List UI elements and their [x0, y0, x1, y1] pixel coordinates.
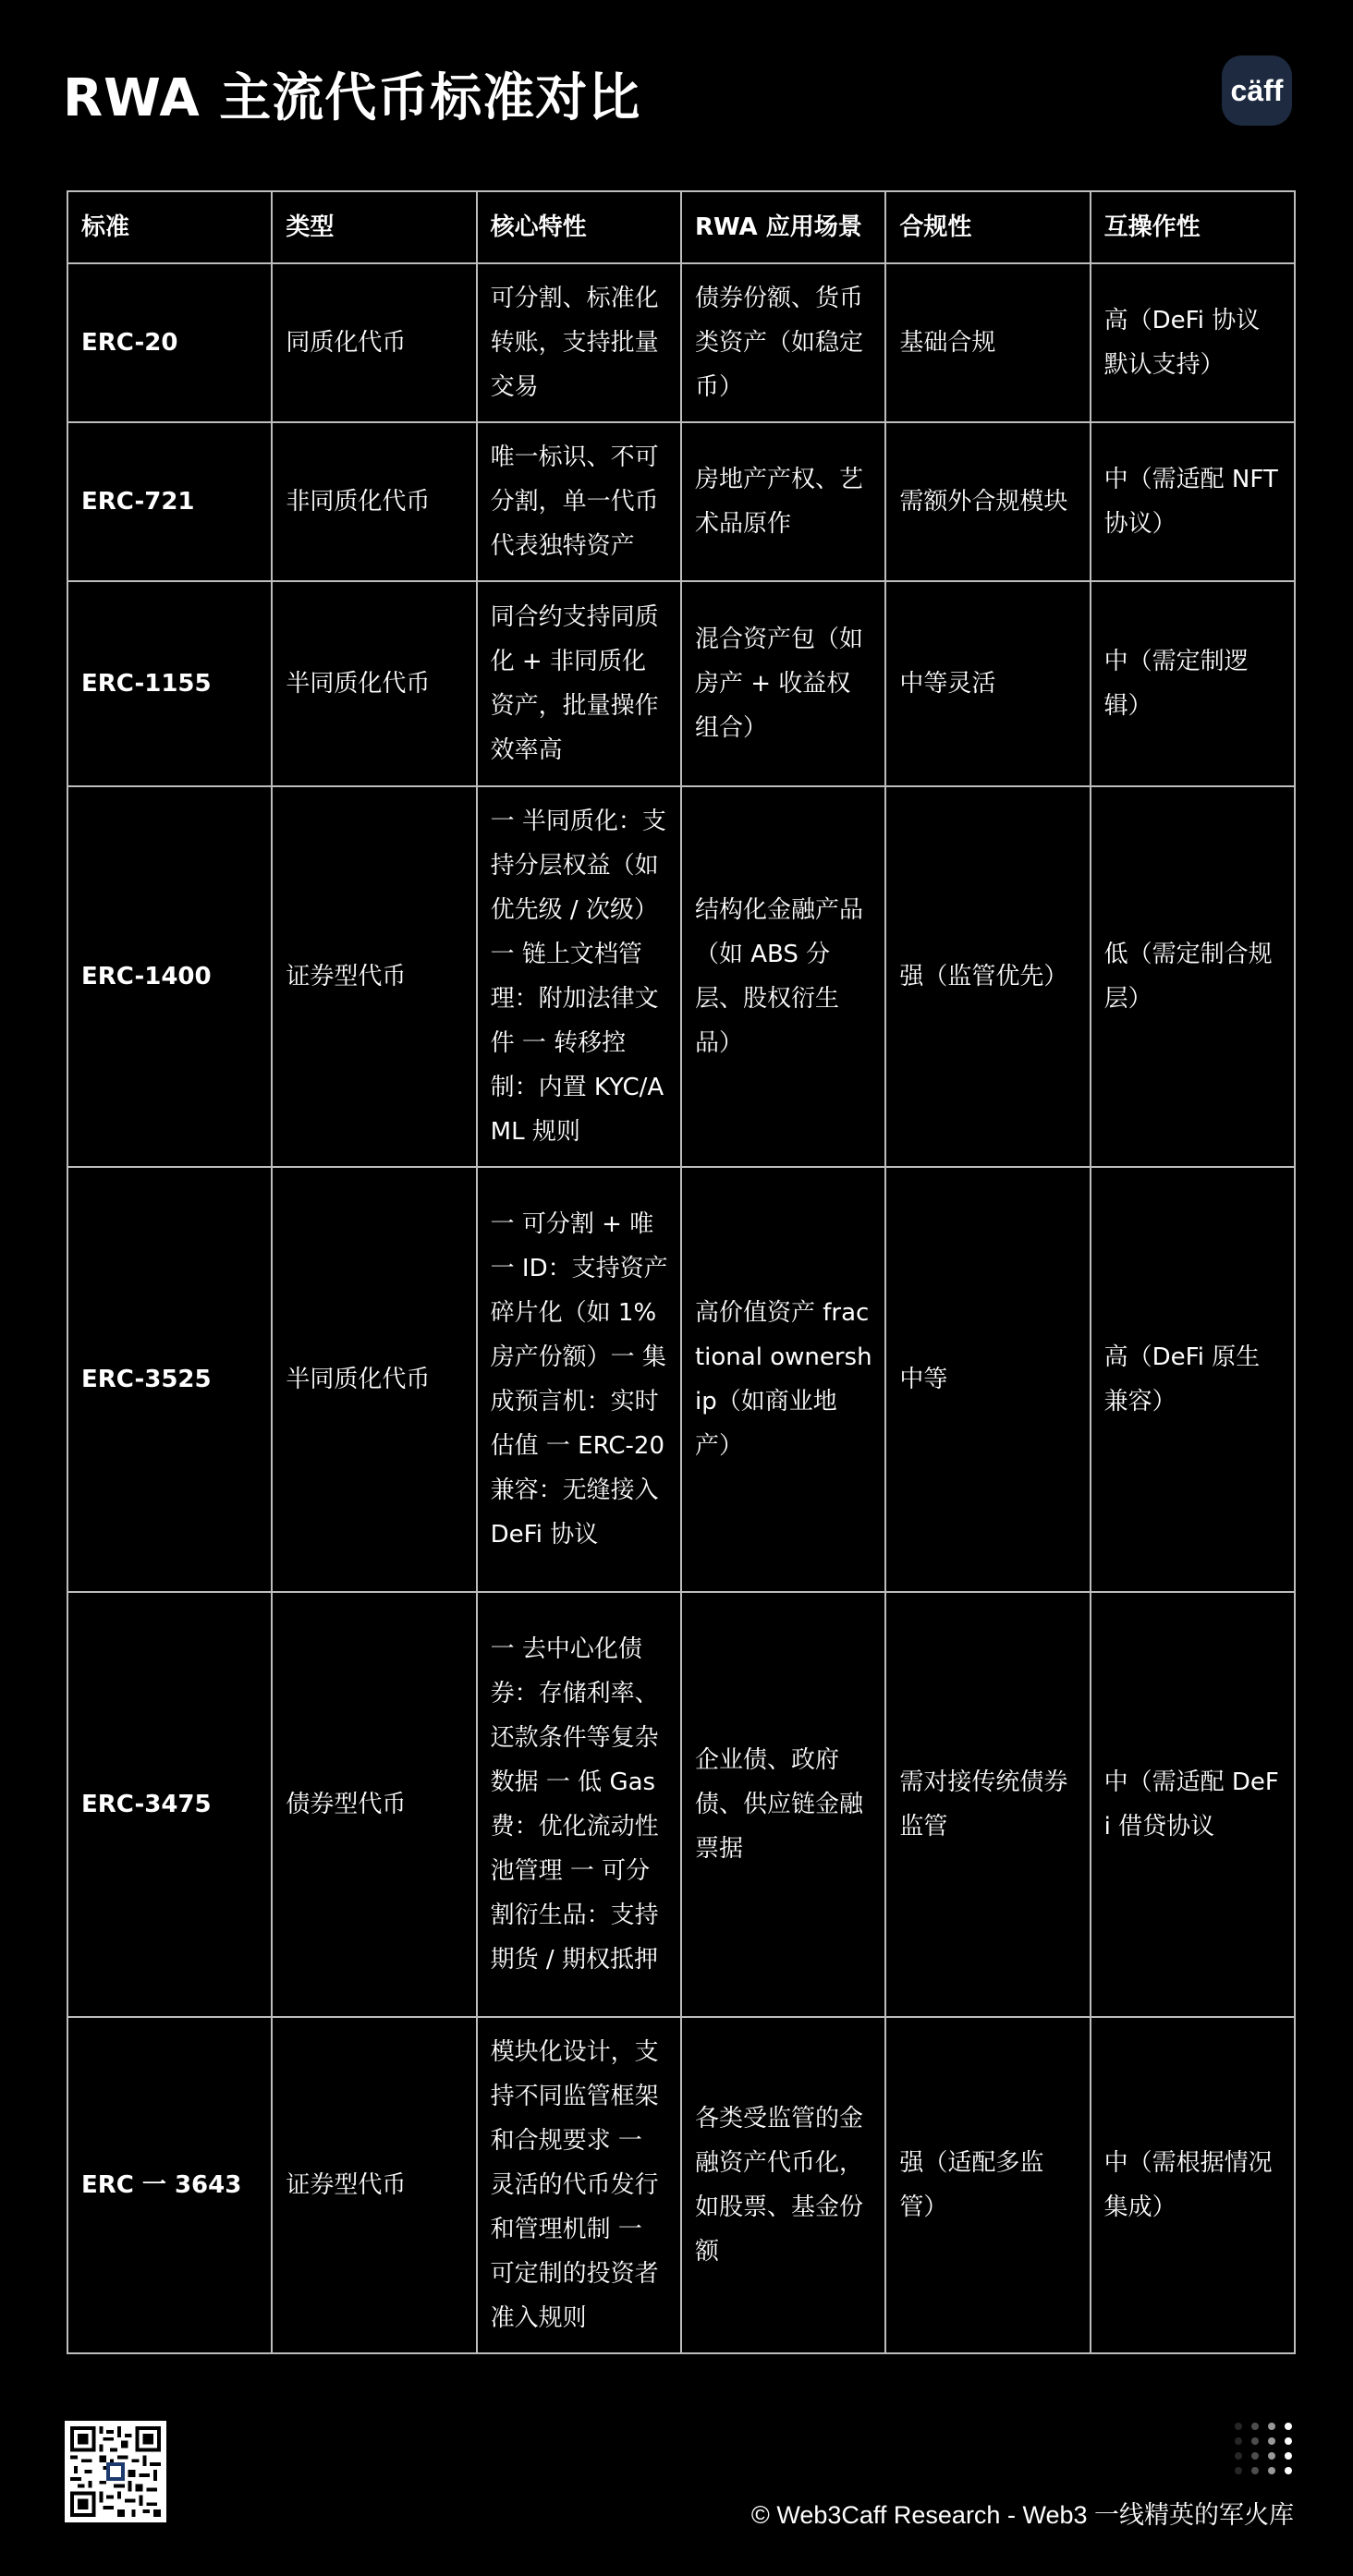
table-row	[67, 581, 1295, 786]
cell-compliance: 强（适配多监管）	[885, 2017, 1090, 2353]
cell-rwa-use-cases: 高价值资产 fractional ownership（如商业地产）	[681, 1167, 885, 1592]
cell-core-features: 同合约支持同质化 + 非同质化资产，批量操作效率高	[477, 581, 681, 786]
table-row	[67, 1592, 1295, 2017]
cell-core-features: 可分割、标准化转账，支持批量交易	[477, 263, 681, 422]
cell-interoperability: 高（DeFi 原生兼容）	[1091, 1167, 1295, 1592]
cell-interoperability: 中（需适配 NFT 协议）	[1091, 422, 1295, 581]
table-row	[67, 786, 1295, 1167]
cell-compliance: 需额外合规模块	[885, 422, 1090, 581]
table-row	[67, 422, 1295, 581]
cell-type: 半同质化代币	[272, 581, 476, 786]
cell-type: 债券型代币	[272, 1592, 476, 2017]
table-row	[67, 1167, 1295, 1592]
header-standard: 标准	[67, 191, 272, 263]
cell-rwa-use-cases: 企业债、政府债、供应链金融票据	[681, 1592, 885, 2017]
cell-interoperability: 低（需定制合规层）	[1091, 786, 1295, 1167]
header-core-features: 核心特性	[477, 191, 681, 263]
header-type: 类型	[272, 191, 476, 263]
cell-interoperability: 中（需适配 DeFi 借贷协议	[1091, 1592, 1295, 2017]
cell-rwa-use-cases: 混合资产包（如房产 + 收益权组合）	[681, 581, 885, 786]
qr-code-icon[interactable]	[65, 2421, 166, 2522]
cell-standard: ERC-20	[67, 263, 272, 422]
cell-core-features: 一 可分割 + 唯一 ID：支持资产碎片化（如 1% 房产份额）一 集成预言机：实时估值 一 ERC-20 兼容：无缝接入 DeFi 协议	[477, 1167, 681, 1592]
table-row	[67, 2017, 1295, 2353]
cell-type: 证券型代币	[272, 2017, 476, 2353]
cell-standard: ERC-1400	[67, 786, 272, 1167]
table-row	[67, 263, 1295, 422]
cell-standard: ERC-1155	[67, 581, 272, 786]
cell-rwa-use-cases: 各类受监管的金融资产代币化，如股票、基金份额	[681, 2017, 885, 2353]
cell-rwa-use-cases: 债券份额、货币类资产（如稳定币）	[681, 263, 885, 422]
cell-compliance: 需对接传统债券监管	[885, 1592, 1090, 2017]
footer-copyright: © Web3Caff Research - Web3 一线精英的军火库	[750, 2501, 1294, 2529]
cell-interoperability: 中（需定制逻辑）	[1091, 581, 1295, 786]
dot-grid-icon	[1231, 2421, 1296, 2476]
cell-rwa-use-cases: 房地产产权、艺术品原作	[681, 422, 885, 581]
cell-type: 非同质化代币	[272, 422, 476, 581]
header-rwa-use-cases: RWA 应用场景	[681, 191, 885, 263]
cell-standard: ERC-721	[67, 422, 272, 581]
cell-compliance: 中等	[885, 1167, 1090, 1592]
caff-logo: cäff	[1222, 55, 1292, 126]
cell-compliance: 基础合规	[885, 263, 1090, 422]
cell-standard: ERC 一 3643	[67, 2017, 272, 2353]
comparison-table	[67, 190, 1296, 2354]
cell-compliance: 强（监管优先）	[885, 786, 1090, 1167]
cell-rwa-use-cases: 结构化金融产品（如 ABS 分层、股权衍生品）	[681, 786, 885, 1167]
cell-type: 同质化代币	[272, 263, 476, 422]
cell-standard: ERC-3525	[67, 1167, 272, 1592]
cell-core-features: 一 去中心化债券：存储利率、还款条件等复杂数据 一 低 Gas 费：优化流动性池管理 一 可分割衍生品：支持期货 / 期权抵押	[477, 1592, 681, 2017]
cell-compliance: 中等灵活	[885, 581, 1090, 786]
cell-core-features: 模块化设计，支持不同监管框架和合规要求 一 灵活的代币发行和管理机制 一 可定制的投资者准入规则	[477, 2017, 681, 2353]
page-title: RWA 主流代币标准对比	[63, 68, 641, 128]
cell-type: 半同质化代币	[272, 1167, 476, 1592]
table-header-row	[67, 191, 1295, 263]
header-interoperability: 互操作性	[1091, 191, 1295, 263]
cell-interoperability: 高（DeFi 协议默认支持）	[1091, 263, 1295, 422]
cell-standard: ERC-3475	[67, 1592, 272, 2017]
cell-core-features: 唯一标识、不可分割，单一代币代表独特资产	[477, 422, 681, 581]
header-compliance: 合规性	[885, 191, 1090, 263]
cell-type: 证券型代币	[272, 786, 476, 1167]
cell-interoperability: 中（需根据情况集成）	[1091, 2017, 1295, 2353]
cell-core-features: 一 半同质化：支持分层权益（如优先级 / 次级）一 链上文档管理：附加法律文件 一 转移控制：内置 KYC/AML 规则	[477, 786, 681, 1167]
